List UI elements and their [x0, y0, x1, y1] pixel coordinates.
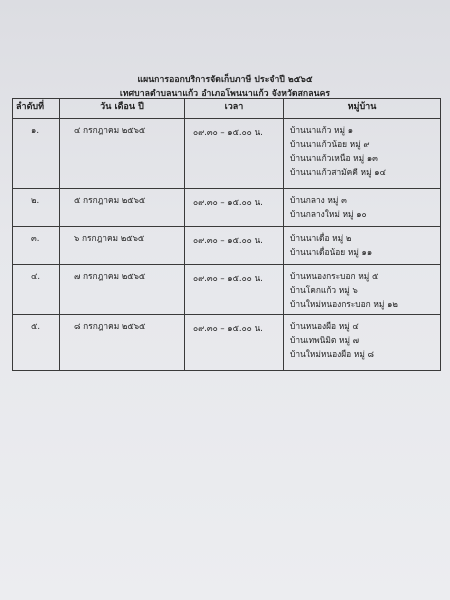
row-number: ๓. [13, 227, 60, 265]
header-time: เวลา [185, 99, 284, 119]
header-date: วัน เดือน ปี [60, 99, 185, 119]
village-name: บ้านนาเดื่อน้อย หมู่ ๑๑ [290, 247, 373, 257]
village-name: บ้านหนองกระบอก หมู่ ๕ [290, 271, 379, 281]
row-time: ๐๙.๓๐ – ๑๕.๐๐ น. [185, 189, 284, 227]
header-village: หมู่บ้าน [284, 99, 441, 119]
row-villages [284, 265, 441, 315]
village-name: บ้านนาเดื่อ หมู่ ๒ [290, 233, 352, 243]
table-row [13, 227, 441, 265]
row-number: ๑. [13, 119, 60, 189]
village-name: บ้านหนองผือ หมู่ ๔ [290, 321, 359, 331]
table-row [13, 315, 441, 371]
schedule-table [12, 98, 441, 371]
village-name: บ้านนาแก้วสามัคคี หมู่ ๑๔ [290, 167, 386, 177]
village-name: บ้านเทพนิมิต หมู่ ๗ [290, 335, 359, 345]
row-date: ๕ กรกฎาคม ๒๕๖๕ [60, 189, 185, 227]
table-body [13, 119, 441, 371]
row-villages [284, 119, 441, 189]
document-subtitle: เทศบาลตำบลนาแก้ว อำเภอโพนนาแก้ว จังหวัดสกลนคร [119, 89, 331, 99]
row-time: ๐๙.๓๐ – ๑๕.๐๐ น. [185, 315, 284, 371]
table-row [13, 189, 441, 227]
document-title: แผนการออกบริการจัดเก็บภาษี ประจำปี ๒๕๖๕ [137, 75, 313, 85]
row-villages [284, 315, 441, 371]
row-time: ๐๙.๓๐ – ๑๕.๐๐ น. [185, 265, 284, 315]
village-name: บ้านใหม่หนองผือ หมู่ ๘ [290, 349, 375, 359]
village-name: บ้านกลางใหม่ หมู่ ๑๐ [290, 209, 367, 219]
row-number: ๒. [13, 189, 60, 227]
table-row [13, 265, 441, 315]
row-villages [284, 227, 441, 265]
village-name: บ้านใหม่หนองกระบอก หมู่ ๑๒ [290, 299, 398, 309]
village-name: บ้านนาแก้วเหนือ หมู่ ๑๓ [290, 153, 378, 163]
village-name: บ้านกลาง หมู่ ๓ [290, 195, 347, 205]
row-date: ๗ กรกฎาคม ๒๕๖๕ [60, 265, 185, 315]
row-date: ๔ กรกฎาคม ๒๕๖๕ [60, 119, 185, 189]
row-date: ๖ กรกฎาคม ๒๕๖๕ [60, 227, 185, 265]
village-name: บ้านโคกแก้ว หมู่ ๖ [290, 285, 358, 295]
row-number: ๕. [13, 315, 60, 371]
village-name: บ้านนาแก้ว หมู่ ๑ [290, 125, 354, 135]
row-villages [284, 189, 441, 227]
row-time: ๐๙.๓๐ – ๑๕.๐๐ น. [185, 119, 284, 189]
row-date: ๘ กรกฎาคม ๒๕๖๕ [60, 315, 185, 371]
table-row [13, 119, 441, 189]
row-number: ๔. [13, 265, 60, 315]
village-name: บ้านนาแก้วน้อย หมู่ ๙ [290, 139, 370, 149]
table-header-row [13, 99, 441, 119]
header-no: ลำดับที่ [13, 99, 60, 119]
row-time: ๐๙.๓๐ – ๑๕.๐๐ น. [185, 227, 284, 265]
